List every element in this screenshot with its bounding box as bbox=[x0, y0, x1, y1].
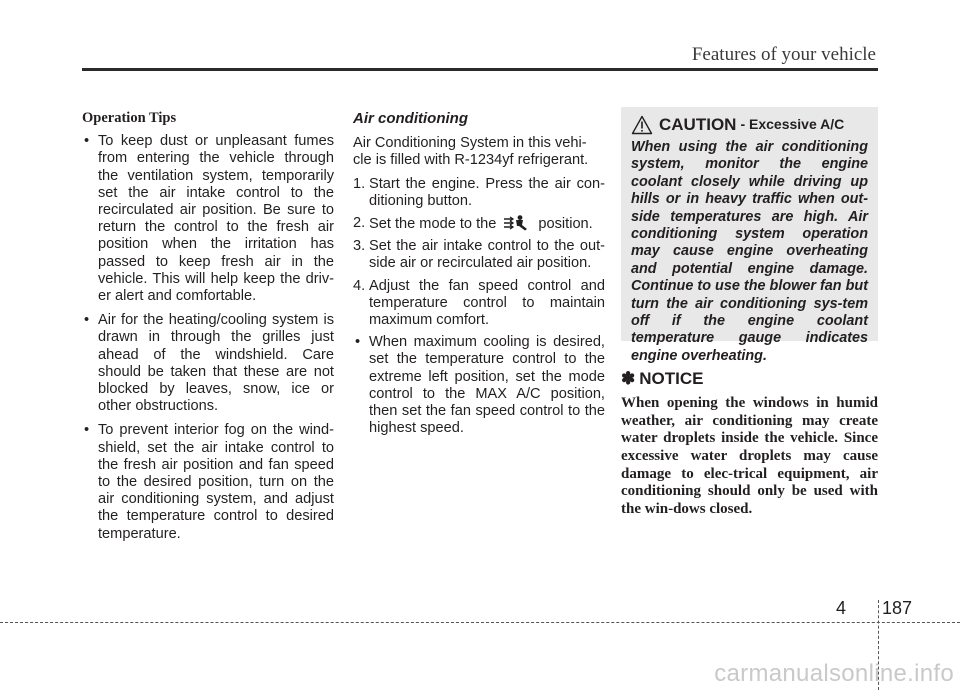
column-middle bbox=[353, 108, 605, 444]
caution-header bbox=[631, 115, 868, 135]
air-conditioning-intro: Air Conditioning System in this vehi-cle is filled with R-1234yf refrigerant. bbox=[353, 135, 589, 169]
list-item: • To keep dust or unpleasant fumes from entering the vehicle through the ventilation system, temporarily set the air intake control to the recirculated air position. Be sure to return the control to the fresh air position when the irritation has passed to keep fresh air in the vehicle. This will help keep the driv-er alert and comfortable. bbox=[84, 133, 334, 305]
notice-label: NOTICE bbox=[639, 369, 704, 388]
asterisk-icon: ✽ bbox=[621, 369, 636, 388]
column-left bbox=[82, 108, 334, 550]
face-vent-mode-icon bbox=[502, 215, 532, 231]
bullet-icon: • bbox=[84, 312, 90, 329]
list-item: • Air for the heating/cooling system is drawn in through the grilles just ahead of the windshield. Care should be taken that these are not blocked by leaves, snow, ice or other obstructions. bbox=[84, 312, 334, 415]
running-header: Features of your vehicle bbox=[691, 44, 876, 65]
caution-subtitle: - Excessive A/C bbox=[740, 116, 845, 133]
header-rule bbox=[82, 68, 878, 71]
air-conditioning-heading: Air conditioning bbox=[353, 110, 468, 127]
caution-box bbox=[621, 107, 878, 364]
operation-tips-list bbox=[82, 133, 334, 543]
max-cooling-list bbox=[353, 334, 605, 437]
step-item: 3. Set the air intake control to the out-side air or recirculated air position. bbox=[353, 238, 605, 272]
watermark: carmanualsonline.info bbox=[714, 660, 954, 687]
notice-text: When opening the windows in humid weather, air conditioning may create water droplets inside the vehicle. Since excessive water droplets may cause damage to elec-trical equipment, air conditioning should only be used with the win-dows closed. bbox=[621, 395, 878, 517]
bullet-icon: • bbox=[84, 133, 90, 150]
bullet-icon: • bbox=[84, 422, 90, 439]
step-item: 4. Adjust the fan speed control and temperature control to maintain maximum comfort. bbox=[353, 277, 605, 329]
notice-heading bbox=[621, 370, 878, 387]
bullet-icon: • bbox=[355, 334, 361, 351]
warning-triangle-icon bbox=[631, 115, 653, 135]
step-item: 2. Set the mode to the position. bbox=[353, 215, 593, 233]
caution-label: CAUTION bbox=[659, 115, 737, 135]
list-item: • When maximum cooling is desired, set the temperature control to the extreme left position, set the mode control to the MAX A/C position, then set the fan speed control to the highest speed. bbox=[355, 334, 605, 437]
operation-tips-heading: Operation Tips bbox=[82, 110, 177, 126]
chapter-number: 4 bbox=[836, 598, 847, 618]
step-item: 1. Start the engine. Press the air con-ditioning button. bbox=[353, 175, 605, 209]
page-number: 187 bbox=[882, 598, 913, 618]
column-right bbox=[621, 108, 878, 518]
caution-text: When using the air conditioning system, monitor the engine coolant closely while driving up hills or in heavy traffic when out-side temperatures are high. Air conditioning system operation may cause engine overheating and potential engine damage. Continue to use the blower fan but turn the air conditioning sys-tem off if the engine coolant temperature gauge indicates engine overheating. bbox=[631, 139, 868, 364]
footer-rule bbox=[0, 622, 960, 623]
list-item: • To prevent interior fog on the wind-shield, set the air intake control to the fresh air position and fan speed to the desired position, turn on the air conditioning system, and adjust the temperature control to desired temperature. bbox=[84, 422, 334, 542]
air-conditioning-steps bbox=[353, 176, 605, 330]
